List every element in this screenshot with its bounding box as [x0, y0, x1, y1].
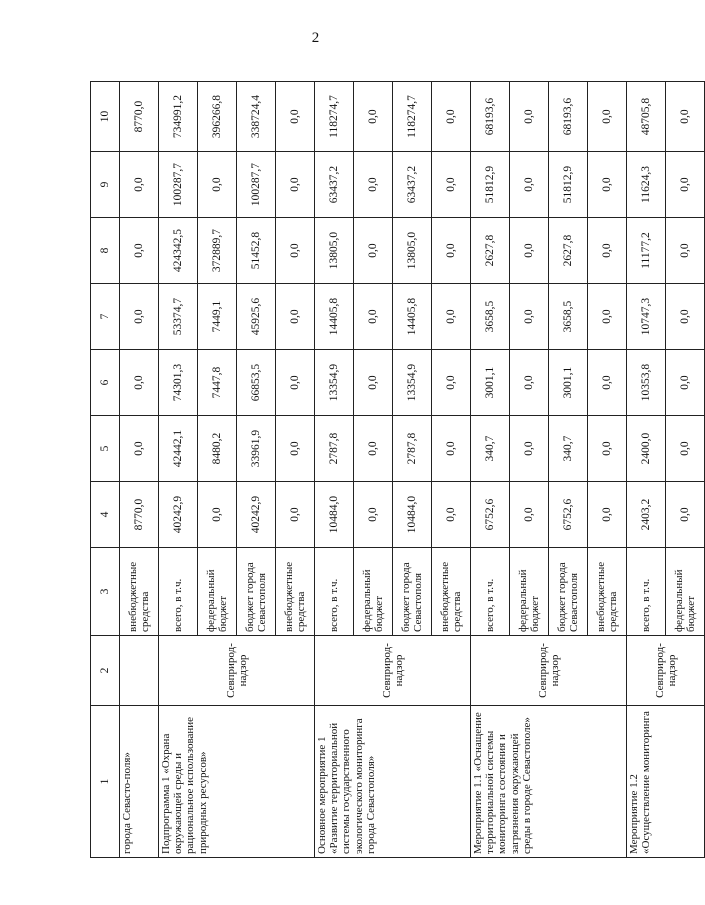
value-cell: 74301,3: [159, 350, 198, 416]
value-cell: 3658,5: [471, 284, 510, 350]
value-cell: 100287,7: [237, 152, 276, 218]
responsible-cell: Севприрод-надзор: [159, 636, 315, 706]
value-cell: 3658,5: [549, 284, 588, 350]
table-row: [471, 82, 510, 858]
program-name-cell: Мероприятие 1.1 «Оснащение территориальной системы мониторинга состояния и загрязнения окружающей среды в городе Севастополе»: [471, 706, 627, 858]
total-value-cell: 118274,7: [393, 82, 432, 152]
value-cell: 63437,2: [315, 152, 354, 218]
funding-source-cell: внебюджетные средства: [588, 548, 627, 636]
funding-source-cell: всего, в т.ч.: [159, 548, 198, 636]
table-row: [159, 82, 198, 858]
funding-source-cell: внебюджетные средства: [276, 548, 315, 636]
total-value-cell: 68193,6: [549, 82, 588, 152]
column-header: 6: [91, 350, 120, 416]
value-cell: 13354,9: [393, 350, 432, 416]
value-cell: 0,0: [276, 350, 315, 416]
column-header: 3: [91, 548, 120, 636]
value-cell: 3001,1: [549, 350, 588, 416]
program-name-cell: Основное мероприятие 1 «Развитие территориальной системы государственного экологического мониторинга города Севастополя»: [315, 706, 471, 858]
value-cell: 0,0: [510, 482, 549, 548]
value-cell: 2787,8: [393, 416, 432, 482]
table-body: [91, 82, 705, 858]
total-value-cell: 48705,8: [627, 82, 666, 152]
value-cell: 0,0: [276, 482, 315, 548]
responsible-cell: Севприрод-надзор: [315, 636, 471, 706]
value-cell: 14405,8: [393, 284, 432, 350]
funding-source-cell: внебюджетные средства: [432, 548, 471, 636]
value-cell: 42442,1: [159, 416, 198, 482]
value-cell: 0,0: [432, 350, 471, 416]
value-cell: 0,0: [510, 416, 549, 482]
responsible-cell: Севприрод-надзор: [471, 636, 627, 706]
value-cell: 2403,2: [627, 482, 666, 548]
responsible-cell: Севприрод-надзор: [627, 636, 705, 706]
value-cell: 2787,8: [315, 416, 354, 482]
rotated-table-container: [90, 82, 697, 858]
value-cell: 11624,3: [627, 152, 666, 218]
value-cell: 372889,7: [198, 218, 237, 284]
table-row: [120, 82, 159, 858]
value-cell: 340,7: [549, 416, 588, 482]
value-cell: 0,0: [666, 284, 705, 350]
value-cell: 11177,2: [627, 218, 666, 284]
value-cell: 0,0: [588, 350, 627, 416]
table-row: [627, 82, 666, 858]
total-value-cell: 0,0: [588, 82, 627, 152]
value-cell: 0,0: [666, 350, 705, 416]
funding-source-cell: бюджет города Севастополя: [393, 548, 432, 636]
funding-source-cell: внебюджетные средства: [120, 548, 159, 636]
value-cell: 51812,9: [471, 152, 510, 218]
table-header-row: [91, 82, 120, 858]
value-cell: 0,0: [354, 152, 393, 218]
value-cell: 33961,9: [237, 416, 276, 482]
value-cell: 0,0: [432, 284, 471, 350]
funding-source-cell: бюджет города Севастополя: [237, 548, 276, 636]
value-cell: 0,0: [510, 218, 549, 284]
value-cell: 2627,8: [549, 218, 588, 284]
value-cell: 0,0: [666, 152, 705, 218]
column-header: 4: [91, 482, 120, 548]
table-row: [315, 82, 354, 858]
total-value-cell: 68193,6: [471, 82, 510, 152]
value-cell: 0,0: [354, 482, 393, 548]
value-cell: 0,0: [588, 218, 627, 284]
value-cell: 0,0: [510, 284, 549, 350]
value-cell: 8480,2: [198, 416, 237, 482]
value-cell: 0,0: [510, 350, 549, 416]
value-cell: 0,0: [666, 416, 705, 482]
value-cell: 0,0: [276, 284, 315, 350]
value-cell: 40242,9: [159, 482, 198, 548]
value-cell: 6752,6: [549, 482, 588, 548]
value-cell: 0,0: [198, 152, 237, 218]
funding-source-cell: федеральный бюджет: [198, 548, 237, 636]
value-cell: 0,0: [432, 152, 471, 218]
responsible-cell: [120, 636, 159, 706]
value-cell: 13805,0: [393, 218, 432, 284]
page-number: 2: [311, 30, 320, 46]
value-cell: 10484,0: [315, 482, 354, 548]
column-header: 5: [91, 416, 120, 482]
value-cell: 3001,1: [471, 350, 510, 416]
program-name-cell: города Севасто-поля»: [120, 706, 159, 858]
value-cell: 0,0: [354, 218, 393, 284]
program-name-cell: Мероприятие 1.2 «Осуществление мониторинга: [627, 706, 705, 858]
value-cell: 66853,5: [237, 350, 276, 416]
total-value-cell: 0,0: [510, 82, 549, 152]
value-cell: 0,0: [432, 218, 471, 284]
program-name-cell: Подпрограмма 1 «Охрана окружающей среды и рациональное использование природных ресурсов»: [159, 706, 315, 858]
total-value-cell: 396266,8: [198, 82, 237, 152]
value-cell: 0,0: [120, 152, 159, 218]
value-cell: 2627,8: [471, 218, 510, 284]
column-header: 8: [91, 218, 120, 284]
value-cell: 0,0: [588, 482, 627, 548]
value-cell: 0,0: [510, 152, 549, 218]
funding-source-cell: всего, в т.ч.: [315, 548, 354, 636]
funding-source-cell: бюджет города Севастополя: [549, 548, 588, 636]
value-cell: 0,0: [198, 482, 237, 548]
value-cell: 53374,7: [159, 284, 198, 350]
funding-source-cell: федеральный бюджет: [354, 548, 393, 636]
value-cell: 2400,0: [627, 416, 666, 482]
value-cell: 0,0: [354, 350, 393, 416]
value-cell: 63437,2: [393, 152, 432, 218]
value-cell: 10747,3: [627, 284, 666, 350]
column-header: 9: [91, 152, 120, 218]
value-cell: 13354,9: [315, 350, 354, 416]
total-value-cell: 338724,4: [237, 82, 276, 152]
budget-table: [90, 81, 705, 858]
value-cell: 424342,5: [159, 218, 198, 284]
value-cell: 0,0: [432, 416, 471, 482]
value-cell: 10484,0: [393, 482, 432, 548]
column-header: 7: [91, 284, 120, 350]
value-cell: 7449,1: [198, 284, 237, 350]
total-value-cell: 0,0: [432, 82, 471, 152]
column-header: 2: [91, 636, 120, 706]
funding-source-cell: федеральный бюджет: [510, 548, 549, 636]
value-cell: 0,0: [276, 218, 315, 284]
value-cell: 0,0: [120, 218, 159, 284]
value-cell: 45925,6: [237, 284, 276, 350]
funding-source-cell: федеральный бюджет: [666, 548, 705, 636]
value-cell: 0,0: [588, 284, 627, 350]
value-cell: 7447,8: [198, 350, 237, 416]
value-cell: 100287,7: [159, 152, 198, 218]
value-cell: 14405,8: [315, 284, 354, 350]
value-cell: 0,0: [276, 416, 315, 482]
value-cell: 0,0: [588, 416, 627, 482]
value-cell: 0,0: [120, 416, 159, 482]
funding-source-cell: всего, в т.ч.: [471, 548, 510, 636]
total-value-cell: 0,0: [666, 82, 705, 152]
value-cell: 0,0: [276, 152, 315, 218]
value-cell: 0,0: [432, 482, 471, 548]
value-cell: 0,0: [120, 350, 159, 416]
value-cell: 51812,9: [549, 152, 588, 218]
value-cell: 340,7: [471, 416, 510, 482]
value-cell: 40242,9: [237, 482, 276, 548]
value-cell: 0,0: [666, 218, 705, 284]
value-cell: 0,0: [354, 284, 393, 350]
total-value-cell: 0,0: [354, 82, 393, 152]
value-cell: 0,0: [120, 284, 159, 350]
value-cell: 6752,6: [471, 482, 510, 548]
total-value-cell: 8770,0: [120, 82, 159, 152]
total-value-cell: 734991,2: [159, 82, 198, 152]
funding-source-cell: всего, в т.ч.: [627, 548, 666, 636]
column-header: 10: [91, 82, 120, 152]
column-header: 1: [91, 706, 120, 858]
total-value-cell: 0,0: [276, 82, 315, 152]
value-cell: 8770,0: [120, 482, 159, 548]
value-cell: 0,0: [588, 152, 627, 218]
value-cell: 0,0: [666, 482, 705, 548]
value-cell: 13805,0: [315, 218, 354, 284]
value-cell: 0,0: [354, 416, 393, 482]
value-cell: 51452,8: [237, 218, 276, 284]
total-value-cell: 118274,7: [315, 82, 354, 152]
value-cell: 10353,8: [627, 350, 666, 416]
